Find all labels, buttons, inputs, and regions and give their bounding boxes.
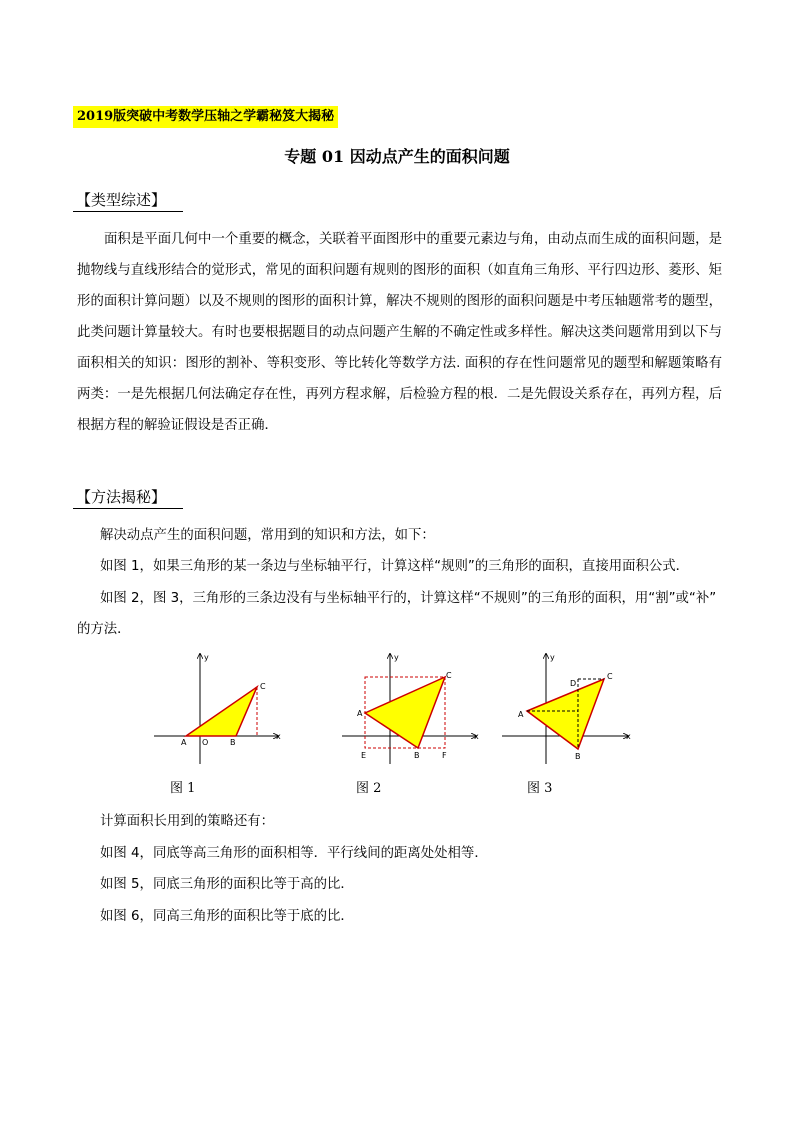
section-underline — [73, 508, 183, 509]
point-f-label: F — [442, 751, 447, 760]
method-intro: 解决动点产生的面积问题，常用到的知识和方法，如下： — [100, 528, 435, 543]
figure-1-diagram — [150, 648, 290, 768]
triangle-abc — [527, 679, 604, 749]
strategy-fig5-text: 如图 5，同底三角形的面积比等于高的比． — [100, 877, 354, 892]
page-title: 专题 01 因动点产生的面积问题 — [284, 147, 510, 166]
x-axis-label: x — [276, 732, 281, 741]
figure-3-caption: 图 3 — [527, 781, 553, 796]
strategy-fig6-text: 如图 6，同高三角形的面积比等于底的比． — [100, 909, 354, 924]
point-b-label: B — [230, 738, 236, 747]
point-b-label: B — [414, 751, 420, 760]
triangle-abc — [186, 687, 257, 736]
x-axis-label: x — [626, 732, 631, 741]
point-a-label: A — [181, 738, 187, 747]
figure-3-diagram — [500, 648, 640, 768]
triangle-abc — [365, 677, 445, 748]
figure-1-caption: 图 1 — [170, 781, 196, 796]
point-a-label: A — [518, 710, 524, 719]
series-banner: 2019版突破中考数学压轴之学霸秘笈大揭秘 — [73, 106, 338, 128]
x-axis-label: x — [474, 732, 479, 741]
method-fig23-text: 如图 2，图 3，三角形的三条边没有与坐标轴平行的，计算这样“不规则”的三角形的面积，用“割”或“补” — [100, 591, 717, 606]
figure-2-caption: 图 2 — [356, 781, 382, 796]
point-a-label: A — [357, 709, 363, 718]
y-axis-label: y — [550, 653, 555, 662]
origin-label: O — [202, 738, 209, 747]
point-e-label: E — [361, 751, 367, 760]
point-d-label: D — [570, 679, 577, 688]
y-axis-label: y — [204, 653, 209, 662]
section-heading-method: 【方法揭秘】 — [76, 488, 167, 506]
strategy-intro: 计算面积长用到的策略还有： — [100, 814, 275, 829]
section-heading-overview: 【类型综述】 — [76, 191, 167, 209]
y-axis-label: y — [394, 653, 399, 662]
method-fig1-text: 如图 1，如果三角形的某一条边与坐标轴平行，计算这样“规则”的三角形的面积，直接用面积公式． — [100, 559, 690, 574]
point-b-label: B — [575, 752, 581, 761]
strategy-fig4-text: 如图 4，同底等高三角形的面积相等．平行线间的距离处处相等． — [100, 846, 488, 861]
figure-2-diagram — [340, 648, 490, 768]
point-c-label: C — [446, 671, 452, 680]
point-c-label: C — [607, 672, 613, 681]
method-fig23-text-cont: 的方法． — [77, 622, 131, 637]
overview-paragraph: 面积是平面几何中一个重要的概念，关联着平面图形中的重要元素边与角，由动点而生成的面积问题，是抛物线与直线形结合的觉形式，常见的面积问题有规则的图形的面积（如直角三角形、平行四边形、菱形、矩形的面积计算问题）以及不规则的图形的面积计算，解决不规则的图形的面积问题是中考压轴题常考的题型，此类问题计算量较大。有时也要根据题目的动点问题产生解的不确定性或多样性。解决这类问题常用到以下与面积相关的知识：图形的割补、等积变形、等比转化等数学方法. 面积的存在性问题常见的题型和解题策略有两类：一是先根据几何法确定存在性，再列方程求解，后检验方程的根．二是先假设关系存在，再列方程，后根据方程的解验证假设是否正确． — [77, 232, 722, 433]
section-underline — [73, 211, 183, 212]
point-c-label: C — [260, 682, 266, 691]
